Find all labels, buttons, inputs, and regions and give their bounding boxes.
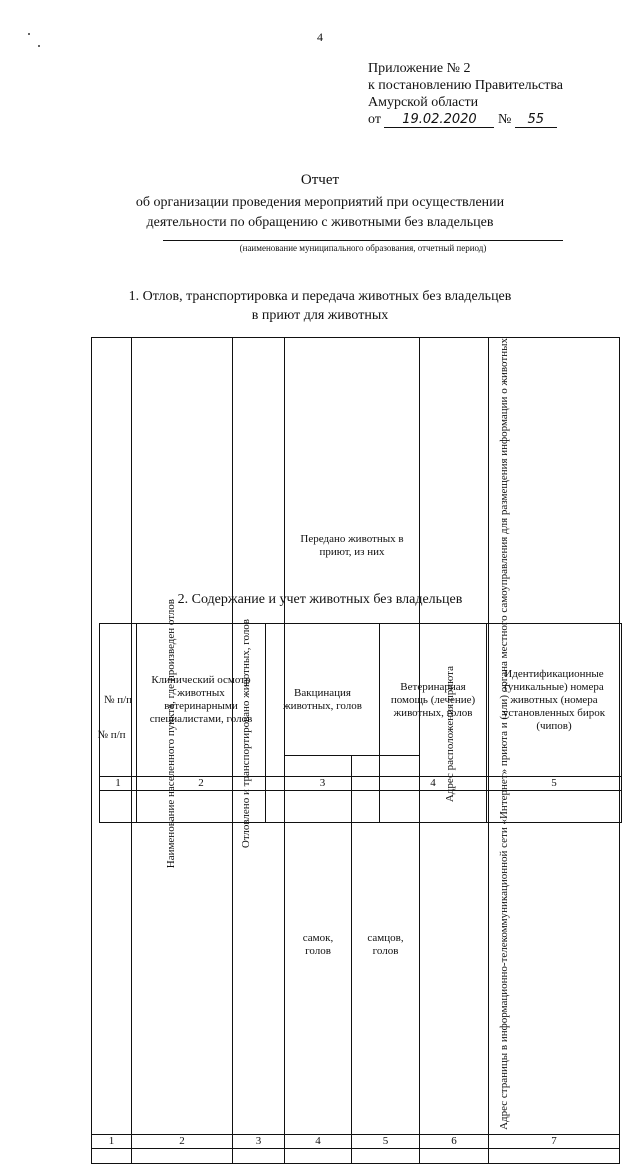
- appendix-resolution: к постановлению Правительства: [368, 78, 564, 93]
- col-number: 6: [420, 1134, 489, 1148]
- number-value: 55: [515, 113, 557, 128]
- col-number: 4: [380, 777, 487, 791]
- table-row: [92, 1148, 620, 1163]
- municipality-line: [163, 240, 563, 241]
- section1-title: [0, 287, 640, 325]
- appendix-block: [368, 60, 563, 128]
- data-cell: [352, 1148, 420, 1163]
- page-number: 4: [317, 30, 323, 44]
- header-males: самцов, голов: [352, 755, 420, 1134]
- header-ids: Идентификационные (уникальные) номера животных (номера установленных бирок (чипов): [487, 624, 622, 777]
- data-cell: [132, 1148, 233, 1163]
- data-cell: [266, 791, 380, 823]
- col-number: 5: [352, 1134, 420, 1148]
- section1-title-line1: 1. Отлов, транспортировка и передача животных без владельцев: [128, 289, 512, 304]
- municipality-caption: (наименование муниципального образования, отчетный период): [239, 243, 487, 253]
- scan-dot: [38, 45, 40, 47]
- appendix-region: Амурской области: [368, 95, 479, 110]
- header-num: № п/п: [100, 624, 137, 777]
- col-number: 3: [266, 777, 380, 791]
- section1-title-line2: в приют для животных: [251, 308, 389, 323]
- header-shelter-address-text: Адрес расположения приюта: [444, 665, 456, 803]
- table-row: [100, 791, 622, 823]
- col-number: 2: [132, 1134, 233, 1148]
- date-prefix: от: [368, 112, 381, 127]
- header-vaccination: Вакцинация животных, голов: [266, 624, 380, 777]
- data-cell: [487, 791, 622, 823]
- data-cell: [100, 791, 137, 823]
- date-value: 19.02.2020: [384, 113, 494, 128]
- data-cell: [233, 1148, 285, 1163]
- data-cell: [489, 1148, 620, 1163]
- col-number: 7: [489, 1134, 620, 1148]
- data-cell: [137, 791, 266, 823]
- report-subtitle-line2: деятельности по обращению с животными без владельцев: [146, 215, 494, 230]
- header-vet-help: Ветеринарная помощь (лечение) животных, голов: [380, 624, 487, 777]
- report-subtitle-line1: об организации проведения мероприятий при осуществлении: [135, 195, 505, 210]
- number-prefix: №: [497, 112, 512, 127]
- table-maintenance: [99, 623, 622, 823]
- report-subtitle: [0, 193, 640, 233]
- data-cell: [92, 1148, 132, 1163]
- col-number: 3: [233, 1134, 285, 1148]
- data-cell: [420, 1148, 489, 1163]
- appendix-dateline: [368, 111, 563, 128]
- section2-title: 2. Содержание и учет животных без владельцев: [177, 592, 463, 607]
- appendix-title: Приложение № 2: [368, 61, 471, 76]
- col-number: 2: [137, 777, 266, 791]
- col-number: 1: [100, 777, 137, 791]
- header-locality-text: Наименование населенного пункта, где произведен отлов: [165, 599, 177, 869]
- header-num: № п/п: [92, 338, 132, 1135]
- header-exam: Клинический осмотр животных ветеринарными специалистами, голов: [137, 624, 266, 777]
- header-females: самок, голов: [285, 755, 352, 1134]
- col-number: 4: [285, 1134, 352, 1148]
- col-number: 5: [487, 777, 622, 791]
- scan-dot: [28, 33, 30, 35]
- header-transferred: Передано животных в приют, из них: [285, 338, 420, 756]
- data-cell: [380, 791, 487, 823]
- header-caught-text: Отловлено и транспортировано животных, голов: [239, 619, 252, 849]
- data-cell: [285, 1148, 352, 1163]
- report-title: Отчет: [300, 172, 340, 188]
- col-number: 1: [92, 1134, 132, 1148]
- header-web-page-text: Адрес страницы в информационно-телекоммуникационной сети «Интернет» приюта и (или) органа местного самоуправления для размещения информации о животных: [498, 338, 510, 1130]
